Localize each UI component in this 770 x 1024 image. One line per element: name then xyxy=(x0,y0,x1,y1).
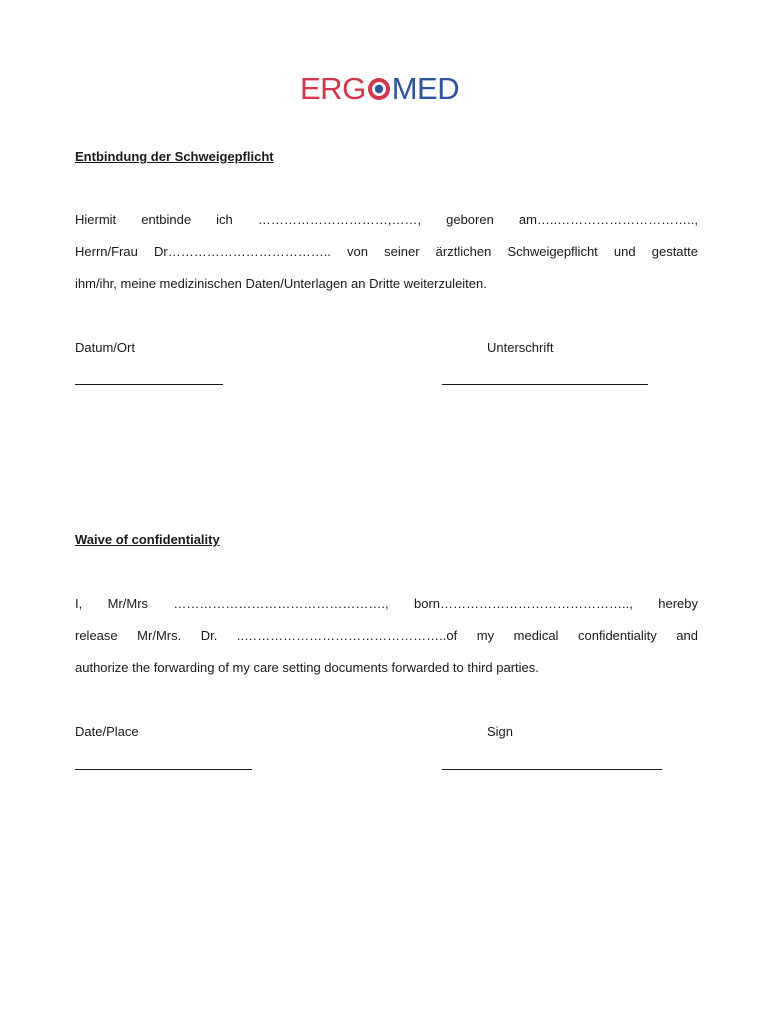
english-line-3: authorize the forwarding of my care setting documents forwarded to third parties. xyxy=(75,660,539,675)
english-heading: Waive of confidentiality xyxy=(75,532,220,547)
english-sign-label: Sign xyxy=(487,724,514,739)
ergomed-logo xyxy=(300,72,474,106)
english-line-2: release Mr/Mrs. Dr. ..………………………………………..of my medical confidentiality and xyxy=(75,628,698,643)
german-line-1: Hiermit entbinde ich …………………………,……, geboren am…..………………………….., xyxy=(75,212,698,227)
logo-text-right: MED xyxy=(391,71,460,106)
english-date-label: Date/Place xyxy=(75,724,139,739)
logo-target-icon xyxy=(367,77,391,101)
german-heading: Entbindung der Schweigepflicht xyxy=(75,149,274,164)
english-line-1: I, Mr/Mrs …………………………………………., born…………………………………….., hereby xyxy=(75,596,698,611)
german-line-2: Herrn/Frau Dr……………………………….. von seiner ärztlichen Schweigepflicht und gestatte xyxy=(75,244,698,259)
german-line-3: ihm/ihr, meine medizinischen Daten/Unterlagen an Dritte weiterzuleiten. xyxy=(75,276,487,291)
english-date-signature-line xyxy=(75,769,252,770)
english-sign-signature-line xyxy=(442,769,662,770)
logo-text-left: ERG xyxy=(300,71,366,106)
german-date-signature-line xyxy=(75,384,223,385)
german-date-label: Datum/Ort xyxy=(75,340,135,355)
german-sign-label: Unterschrift xyxy=(487,340,554,355)
german-sign-signature-line xyxy=(442,384,648,385)
